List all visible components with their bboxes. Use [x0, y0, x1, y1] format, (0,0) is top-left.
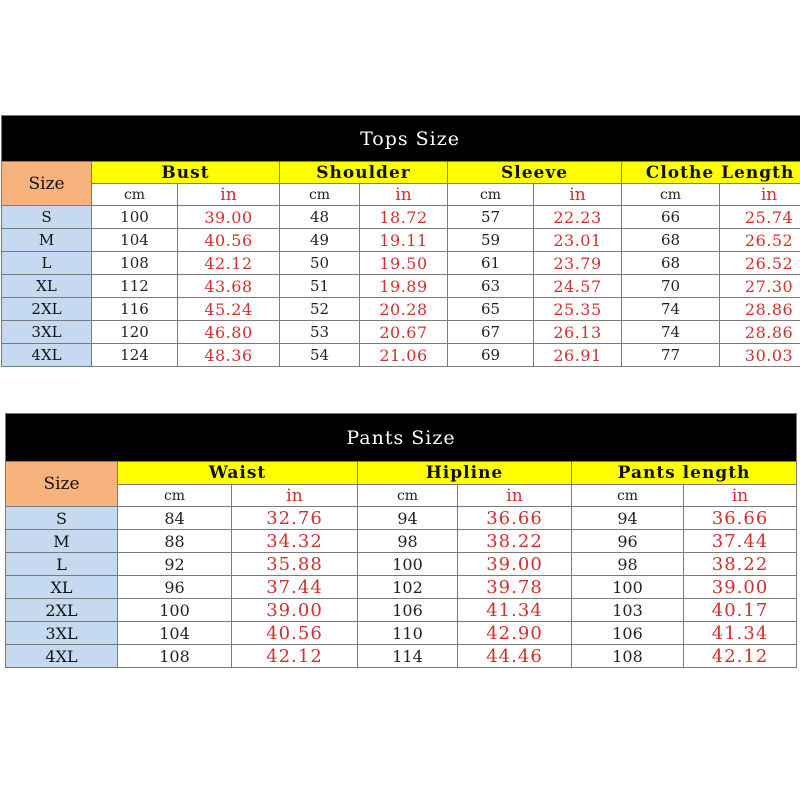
pants-table-row — [6, 645, 797, 668]
tops-inch-cell: 25.35 — [534, 298, 622, 321]
tops-table-row — [2, 252, 800, 275]
pants-cm-cell: 114 — [358, 645, 458, 668]
pants-size-header: Size — [6, 462, 118, 507]
tops-inch-cell: 43.68 — [178, 275, 280, 298]
tops-inch-cell: 40.56 — [178, 229, 280, 252]
tops-cm-cell: 61 — [448, 252, 534, 275]
pants-cm-cell: 96 — [118, 576, 232, 599]
tops-table-title: Tops Size — [2, 116, 800, 162]
tops-unit-in: in — [360, 184, 448, 206]
tops-cm-cell: 108 — [92, 252, 178, 275]
tops-size-cell: L — [2, 252, 92, 275]
tops-inch-cell: 48.36 — [178, 344, 280, 367]
tops-unit-cm: cm — [280, 184, 360, 206]
tops-size-table — [1, 115, 800, 367]
tops-inch-cell: 45.24 — [178, 298, 280, 321]
pants-inch-cell: 37.44 — [232, 576, 358, 599]
tops-table-row — [2, 344, 800, 367]
tops-cm-cell: 124 — [92, 344, 178, 367]
tops-cm-cell: 112 — [92, 275, 178, 298]
pants-cm-cell: 100 — [572, 576, 684, 599]
tops-inch-cell: 26.52 — [720, 252, 800, 275]
tops-group-bust: Bust — [92, 162, 280, 184]
pants-size-cell: XL — [6, 576, 118, 599]
tops-size-cell: XL — [2, 275, 92, 298]
tops-cm-cell: 68 — [622, 229, 720, 252]
tops-cm-cell: 59 — [448, 229, 534, 252]
pants-cm-cell: 94 — [572, 507, 684, 530]
tops-cm-cell: 67 — [448, 321, 534, 344]
tops-cm-cell: 70 — [622, 275, 720, 298]
tops-inch-cell: 30.03 — [720, 344, 800, 367]
pants-unit-in: in — [458, 485, 572, 507]
pants-size-cell: 3XL — [6, 622, 118, 645]
tops-inch-cell: 18.72 — [360, 206, 448, 229]
tops-unit-cm: cm — [92, 184, 178, 206]
pants-cm-cell: 104 — [118, 622, 232, 645]
tops-cm-cell: 68 — [622, 252, 720, 275]
pants-inch-cell: 40.17 — [684, 599, 797, 622]
pants-inch-cell: 34.32 — [232, 530, 358, 553]
pants-table-row — [6, 530, 797, 553]
pants-cm-cell: 88 — [118, 530, 232, 553]
tops-inch-cell: 21.06 — [360, 344, 448, 367]
tops-cm-cell: 66 — [622, 206, 720, 229]
pants-inch-cell: 42.12 — [232, 645, 358, 668]
tops-inch-cell: 22.23 — [534, 206, 622, 229]
tops-cm-cell: 116 — [92, 298, 178, 321]
tops-cm-cell: 69 — [448, 344, 534, 367]
tops-inch-cell: 19.50 — [360, 252, 448, 275]
tops-inch-cell: 26.91 — [534, 344, 622, 367]
pants-unit-cm: cm — [118, 485, 232, 507]
tops-inch-cell: 20.67 — [360, 321, 448, 344]
tops-inch-cell: 39.00 — [178, 206, 280, 229]
tops-inch-cell: 27.30 — [720, 275, 800, 298]
tops-cm-cell: 104 — [92, 229, 178, 252]
tops-inch-cell: 23.01 — [534, 229, 622, 252]
pants-size-cell: M — [6, 530, 118, 553]
pants-cm-cell: 103 — [572, 599, 684, 622]
tops-cm-cell: 49 — [280, 229, 360, 252]
pants-table-row — [6, 622, 797, 645]
pants-inch-cell: 44.46 — [458, 645, 572, 668]
pants-table-row — [6, 507, 797, 530]
pants-inch-cell: 42.12 — [684, 645, 797, 668]
pants-size-cell: S — [6, 507, 118, 530]
pants-cm-cell: 102 — [358, 576, 458, 599]
tops-unit-cm: cm — [448, 184, 534, 206]
pants-table-row — [6, 576, 797, 599]
pants-inch-cell: 36.66 — [684, 507, 797, 530]
pants-table-title: Pants Size — [6, 414, 797, 462]
tops-cm-cell: 54 — [280, 344, 360, 367]
tops-table-row — [2, 275, 800, 298]
pants-unit-cm: cm — [358, 485, 458, 507]
pants-cm-cell: 98 — [572, 553, 684, 576]
pants-group-hipline: Hipline — [358, 462, 572, 485]
pants-inch-cell: 37.44 — [684, 530, 797, 553]
pants-size-cell: L — [6, 553, 118, 576]
pants-cm-cell: 110 — [358, 622, 458, 645]
pants-group-pants-length: Pants length — [572, 462, 797, 485]
tops-size-cell: 3XL — [2, 321, 92, 344]
pants-cm-cell: 100 — [118, 599, 232, 622]
pants-size-table — [5, 413, 797, 668]
tops-table-row — [2, 298, 800, 321]
pants-cm-cell: 100 — [358, 553, 458, 576]
tops-cm-cell: 63 — [448, 275, 534, 298]
tops-table-row — [2, 229, 800, 252]
tops-inch-cell: 24.57 — [534, 275, 622, 298]
pants-inch-cell: 39.00 — [684, 576, 797, 599]
tops-inch-cell: 26.52 — [720, 229, 800, 252]
pants-inch-cell: 39.00 — [232, 599, 358, 622]
pants-cm-cell: 84 — [118, 507, 232, 530]
pants-unit-in: in — [232, 485, 358, 507]
pants-table-row — [6, 553, 797, 576]
tops-inch-cell: 19.11 — [360, 229, 448, 252]
tops-cm-cell: 51 — [280, 275, 360, 298]
tops-cm-cell: 77 — [622, 344, 720, 367]
tops-table-row — [2, 206, 800, 229]
tops-cm-cell: 50 — [280, 252, 360, 275]
tops-unit-cm: cm — [622, 184, 720, 206]
pants-inch-cell: 35.88 — [232, 553, 358, 576]
tops-size-cell: 2XL — [2, 298, 92, 321]
tops-cm-cell: 48 — [280, 206, 360, 229]
tops-size-cell: M — [2, 229, 92, 252]
pants-inch-cell: 32.76 — [232, 507, 358, 530]
pants-inch-cell: 36.66 — [458, 507, 572, 530]
tops-group-shoulder: Shoulder — [280, 162, 448, 184]
tops-inch-cell: 28.86 — [720, 298, 800, 321]
pants-size-cell: 4XL — [6, 645, 118, 668]
tops-inch-cell: 23.79 — [534, 252, 622, 275]
pants-inch-cell: 39.00 — [458, 553, 572, 576]
tops-cm-cell: 74 — [622, 298, 720, 321]
tops-cm-cell: 100 — [92, 206, 178, 229]
tops-inch-cell: 19.89 — [360, 275, 448, 298]
pants-cm-cell: 94 — [358, 507, 458, 530]
tops-unit-in: in — [178, 184, 280, 206]
tops-cm-cell: 53 — [280, 321, 360, 344]
pants-cm-cell: 108 — [572, 645, 684, 668]
pants-inch-cell: 41.34 — [458, 599, 572, 622]
tops-size-cell: S — [2, 206, 92, 229]
pants-table-row — [6, 599, 797, 622]
pants-inch-cell: 41.34 — [684, 622, 797, 645]
pants-cm-cell: 98 — [358, 530, 458, 553]
tops-unit-in: in — [534, 184, 622, 206]
tops-size-header: Size — [2, 162, 92, 206]
pants-cm-cell: 108 — [118, 645, 232, 668]
pants-inch-cell: 38.22 — [684, 553, 797, 576]
tops-cm-cell: 120 — [92, 321, 178, 344]
pants-inch-cell: 39.78 — [458, 576, 572, 599]
pants-unit-in: in — [684, 485, 797, 507]
pants-cm-cell: 106 — [572, 622, 684, 645]
tops-inch-cell: 42.12 — [178, 252, 280, 275]
tops-inch-cell: 20.28 — [360, 298, 448, 321]
tops-group-sleeve: Sleeve — [448, 162, 622, 184]
pants-inch-cell: 38.22 — [458, 530, 572, 553]
tops-table-row — [2, 321, 800, 344]
pants-cm-cell: 96 — [572, 530, 684, 553]
tops-unit-in: in — [720, 184, 800, 206]
pants-group-waist: Waist — [118, 462, 358, 485]
tops-group-clothe-length: Clothe Length — [622, 162, 800, 184]
tops-inch-cell: 25.74 — [720, 206, 800, 229]
tops-cm-cell: 57 — [448, 206, 534, 229]
pants-cm-cell: 106 — [358, 599, 458, 622]
pants-inch-cell: 42.90 — [458, 622, 572, 645]
tops-inch-cell: 46.80 — [178, 321, 280, 344]
tops-cm-cell: 52 — [280, 298, 360, 321]
pants-inch-cell: 40.56 — [232, 622, 358, 645]
tops-inch-cell: 26.13 — [534, 321, 622, 344]
pants-unit-cm: cm — [572, 485, 684, 507]
tops-inch-cell: 28.86 — [720, 321, 800, 344]
tops-cm-cell: 65 — [448, 298, 534, 321]
pants-size-cell: 2XL — [6, 599, 118, 622]
pants-cm-cell: 92 — [118, 553, 232, 576]
tops-cm-cell: 74 — [622, 321, 720, 344]
tops-size-cell: 4XL — [2, 344, 92, 367]
